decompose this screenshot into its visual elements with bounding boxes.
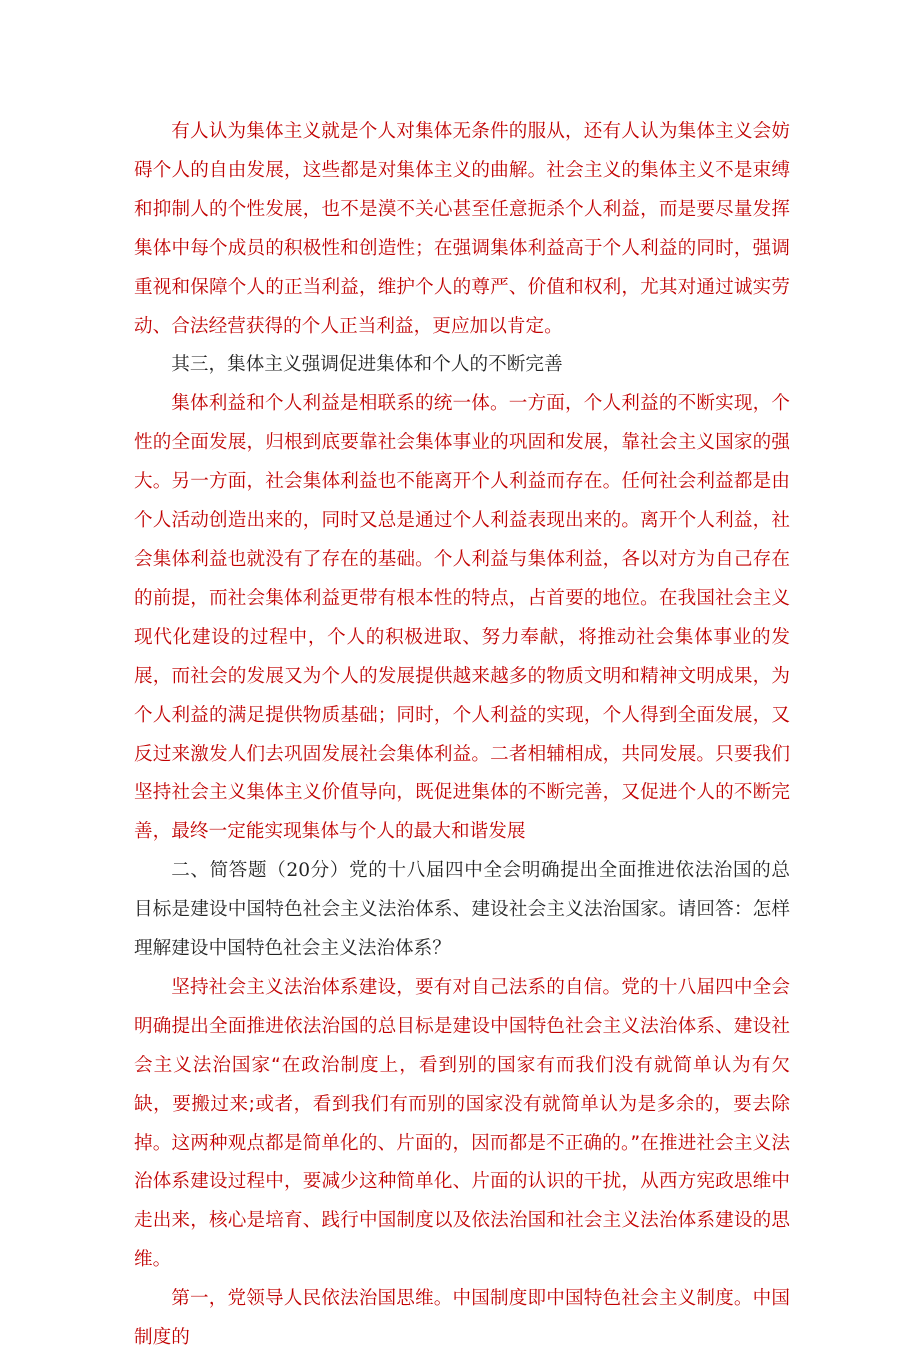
paragraph-collectivism-misconception: 有人认为集体主义就是个人对集体无条件的服从，还有人认为集体主义会妨碍个人的自由发展，这些都是对集体主义的曲解。社会主义的集体主义不是束缚和抑制人的个性发展，也不是漠不关心甚至任意扼杀个人利益，而是要尽量发挥集体中每个成员的积极性和创造性；在强调集体利益高于个人利益的同时，强调重视和保障个人的正当利益，维护个人的尊严、价值和权利，尤其对通过诚实劳动、合法经营获得的个人正当利益，更应加以肯定。: [134, 121, 790, 337]
paragraph-short-answer-question: 二、简答题（20分）党的十八届四中全会明确提出全面推进依法治国的总目标是建设中国特色社会主义法治体系、建设社会主义法治国家。请回答：怎样理解建设中国特色社会主义法治体系？: [134, 860, 790, 960]
paragraph-collective-individual-unity: 集体利益和个人利益是相联系的统一体。一方面，个人利益的不断实现，个性的全面发展，归根到底要靠社会集体事业的巩固和发展，靠社会主义国家的强大。另一方面，社会集体利益也不能离开个人利益而存在。任何社会利益都是由个人活动创造出来的，同时又总是通过个人利益表现出来的。离开个人利益，社会集体利益也就没有了存在的基础。个人利益与集体利益，各以对方为自己存在的前提，而社会集体利益更带有根本性的特点，占首要的地位。在我国社会主义现代化建设的过程中，个人的积极进取、努力奉献，将推动社会集体事业的发展，而社会的发展又为个人的发展提供越来越多的物质文明和精神文明成果，为个人利益的满足提供物质基础；同时，个人利益的实现，个人得到全面发展，又反过来激发人们去巩固发展社会集体利益。二者相辅相成，共同发展。只要我们坚持社会主义集体主义价值导向，既促进集体的不断完善，又促进个人的不断完善，最终一定能实现集体与个人的最大和谐发展: [134, 393, 790, 843]
paragraph-point-three-heading: 其三，集体主义强调促进集体和个人的不断完善: [171, 354, 563, 376]
paragraph-point-one: 第一，党领导人民依法治国思维。中国制度即中国特色社会主义制度。中国制度的: [134, 1288, 790, 1349]
paragraph-rule-of-law-answer: 坚持社会主义法治体系建设，要有对自己法系的自信。党的十八届四中全会明确提出全面推进依法治国的总目标是建设中国特色社会主义法治体系、建设社会主义法治国家“在政治制度上，看到别的国家有而我们没有就简单认为有欠缺，要搬过来;或者，看到我们有而别的国家没有就简单认为是多余的，要去除掉。这两种观点都是简单化的、片面的，因而都是不正确的。”在推进社会主义法治体系建设过程中，要减少这种简单化、片面的认识的干扰，从西方宪政思维中走出来，核心是培育、践行中国制度以及依法治国和社会主义法治体系建设的思维。: [134, 976, 790, 1271]
